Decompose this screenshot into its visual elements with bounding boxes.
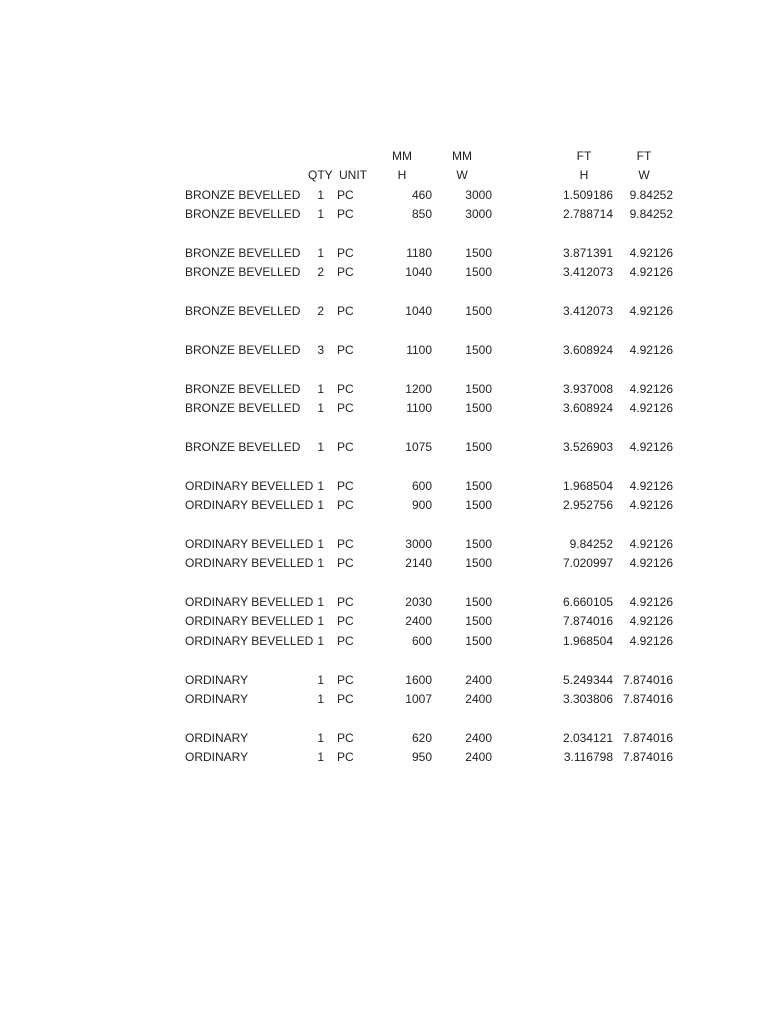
header-mm-h-unit: MM [392,149,412,163]
item-ft-width: 4.92126 [629,633,673,648]
item-mm-height: 950 [411,750,432,765]
item-mm-height: 1040 [405,304,432,319]
item-mm-height: 3000 [405,536,432,551]
item-ft-height: 3.412073 [562,265,613,280]
item-ft-height: 3.303806 [562,691,613,706]
item-ft-height: 5.249344 [562,672,613,687]
header-ft-w: W [638,168,650,183]
item-qty: 1 [317,439,324,454]
item-mm-height: 1075 [405,439,432,454]
table-row [0,262,768,281]
item-qty: 2 [317,304,324,319]
item-description: ORDINARY BEVELLED [185,594,314,609]
item-description: BRONZE BEVELLED [185,265,301,280]
item-mm-width: 1500 [465,498,492,513]
table-row [0,185,768,204]
item-ft-width: 7.874016 [622,730,673,745]
item-qty: 1 [317,498,324,513]
item-mm-width: 1500 [465,381,492,396]
item-mm-width: 1500 [465,536,492,551]
item-mm-height: 1200 [405,381,432,396]
item-ft-height: 3.116798 [563,750,613,765]
item-mm-width: 1500 [465,633,492,648]
item-mm-height: 1100 [406,401,432,416]
item-mm-width: 1500 [465,614,492,629]
item-ft-height: 1.968504 [562,633,613,648]
item-description: BRONZE BEVELLED [185,439,301,454]
item-description: ORDINARY BEVELLED [185,614,314,629]
item-unit: PC [337,672,354,687]
item-mm-height: 1007 [405,691,432,706]
item-mm-width: 1500 [465,594,492,609]
item-mm-width: 1500 [465,556,492,571]
item-mm-height: 2400 [405,614,432,629]
item-unit: PC [337,536,354,551]
item-description: ORDINARY BEVELLED [185,498,314,513]
item-qty: 1 [317,401,324,416]
table-row [0,592,768,611]
item-mm-height: 850 [411,207,432,222]
item-unit: PC [337,594,354,609]
item-ft-height: 2.952756 [562,498,613,513]
item-description: ORDINARY BEVELLED [185,536,314,551]
item-unit: PC [337,633,354,648]
table-row [0,340,768,359]
item-ft-height: 3.937008 [562,381,613,396]
header-mm-h: H [397,168,407,183]
item-qty: 1 [317,207,324,222]
item-unit: PC [337,498,354,513]
item-qty: 1 [317,478,324,493]
table-row [0,611,768,630]
item-ft-height: 1.509186 [562,187,613,202]
table-row [0,243,768,262]
item-unit: PC [337,401,354,416]
header-unit: UNIT [339,168,367,183]
item-qty: 1 [317,633,324,648]
item-mm-width: 1500 [465,265,492,280]
blank-row [0,417,768,436]
item-unit: PC [337,245,354,260]
item-description: BRONZE BEVELLED [185,381,301,396]
blank-row [0,321,768,340]
table-row [0,728,768,747]
item-mm-width: 3000 [465,207,492,222]
item-mm-height: 1600 [405,672,432,687]
blank-row [0,224,768,243]
item-ft-height: 3.608924 [562,342,613,357]
item-ft-height: 6.660105 [562,594,613,609]
blank-row [0,650,768,669]
item-description: BRONZE BEVELLED [185,304,301,319]
blank-row [0,514,768,533]
item-qty: 1 [317,381,324,396]
table-row [0,204,768,223]
item-unit: PC [337,207,354,222]
item-ft-height: 3.871391 [562,245,613,260]
header-ft-w-unit: FT [636,149,652,163]
item-unit: PC [337,478,354,493]
table-row [0,631,768,650]
item-unit: PC [337,265,354,280]
item-mm-width: 1500 [465,245,492,260]
item-ft-height: 2.034121 [562,730,613,745]
table-row [0,747,768,766]
item-ft-width: 4.92126 [629,342,673,357]
item-mm-width: 1500 [465,439,492,454]
item-unit: PC [337,304,354,319]
header-label-row [0,165,768,184]
item-ft-height: 3.526903 [562,439,613,454]
header-qty: QTY [308,168,333,183]
item-qty: 1 [317,730,324,745]
item-description: ORDINARY [185,750,249,765]
item-ft-width: 4.92126 [629,304,673,319]
item-ft-width: 9.84252 [629,187,673,202]
item-ft-width: 7.874016 [622,691,673,706]
item-mm-height: 900 [411,498,432,513]
table-row [0,534,768,553]
header-ft-h-unit: FT [576,149,592,163]
item-description: BRONZE BEVELLED [185,207,301,222]
item-description: BRONZE BEVELLED [185,245,301,260]
item-mm-width: 1500 [465,304,492,319]
item-mm-width: 2400 [465,691,492,706]
item-mm-width: 1500 [465,401,492,416]
item-mm-height: 2030 [405,594,432,609]
item-qty: 1 [317,750,324,765]
item-ft-height: 3.412073 [562,304,613,319]
blank-row [0,456,768,475]
item-mm-width: 3000 [465,187,492,202]
item-mm-height: 600 [411,633,432,648]
table-row [0,379,768,398]
item-mm-height: 600 [411,478,432,493]
item-ft-height: 9.84252 [569,536,613,551]
item-unit: PC [337,381,354,396]
item-mm-width: 2400 [465,672,492,687]
item-qty: 2 [317,265,324,280]
item-unit: PC [337,439,354,454]
item-mm-width: 1500 [465,342,492,357]
item-description: ORDINARY [185,672,249,687]
item-ft-width: 4.92126 [629,536,673,551]
table-row [0,398,768,417]
item-ft-width: 7.874016 [622,672,673,687]
item-ft-width: 4.92126 [629,245,673,260]
item-qty: 1 [317,594,324,609]
item-description: ORDINARY BEVELLED [185,633,314,648]
item-unit: PC [337,342,354,357]
item-mm-height: 1100 [406,342,432,357]
table-row [0,437,768,456]
item-ft-width: 4.92126 [629,401,673,416]
table-row [0,553,768,572]
table-row [0,495,768,514]
item-mm-height: 1040 [405,265,432,280]
item-qty: 1 [317,672,324,687]
item-mm-height: 1180 [406,245,432,260]
item-qty: 3 [317,342,324,357]
item-qty: 1 [317,691,324,706]
item-description: ORDINARY [185,691,249,706]
item-ft-width: 4.92126 [629,594,673,609]
blank-row [0,359,768,378]
item-unit: PC [337,614,354,629]
table-row [0,689,768,708]
table-row [0,670,768,689]
item-mm-height: 460 [411,187,432,202]
item-unit: PC [337,187,354,202]
header-unit-row [0,146,768,165]
item-ft-width: 4.92126 [629,265,673,280]
item-mm-width: 2400 [465,730,492,745]
header-ft-h: H [579,168,589,183]
item-ft-height: 7.874016 [562,614,613,629]
item-qty: 1 [317,245,324,260]
item-ft-height: 3.608924 [562,401,613,416]
blank-row [0,573,768,592]
header-mm-w: W [456,168,468,183]
item-ft-height: 2.788714 [562,207,613,222]
item-unit: PC [337,730,354,745]
item-unit: PC [337,750,354,765]
item-qty: 1 [317,614,324,629]
item-description: ORDINARY BEVELLED [185,478,314,493]
item-unit: PC [337,556,354,571]
item-qty: 1 [317,536,324,551]
item-ft-width: 7.874016 [622,750,673,765]
item-unit: PC [337,691,354,706]
item-ft-width: 4.92126 [629,381,673,396]
table-row [0,476,768,495]
item-ft-width: 4.92126 [629,614,673,629]
item-mm-height: 620 [411,730,432,745]
table-row [0,301,768,320]
item-description: BRONZE BEVELLED [185,187,301,202]
item-ft-width: 4.92126 [629,556,673,571]
header-mm-w-unit: MM [452,149,472,163]
blank-row [0,282,768,301]
table-body [0,185,768,767]
blank-row [0,708,768,727]
item-qty: 1 [317,187,324,202]
item-description: ORDINARY BEVELLED [185,556,314,571]
item-description: ORDINARY [185,730,249,745]
item-mm-height: 2140 [405,556,432,571]
item-description: BRONZE BEVELLED [185,342,301,357]
item-qty: 1 [317,556,324,571]
item-ft-width: 9.84252 [629,207,673,222]
item-ft-height: 1.968504 [562,478,613,493]
item-mm-width: 1500 [465,478,492,493]
glass-order-table [0,146,768,767]
item-ft-width: 4.92126 [629,478,673,493]
item-ft-height: 7.020997 [562,556,613,571]
item-mm-width: 2400 [465,750,492,765]
item-description: BRONZE BEVELLED [185,401,301,416]
item-ft-width: 4.92126 [629,498,673,513]
item-ft-width: 4.92126 [629,439,673,454]
